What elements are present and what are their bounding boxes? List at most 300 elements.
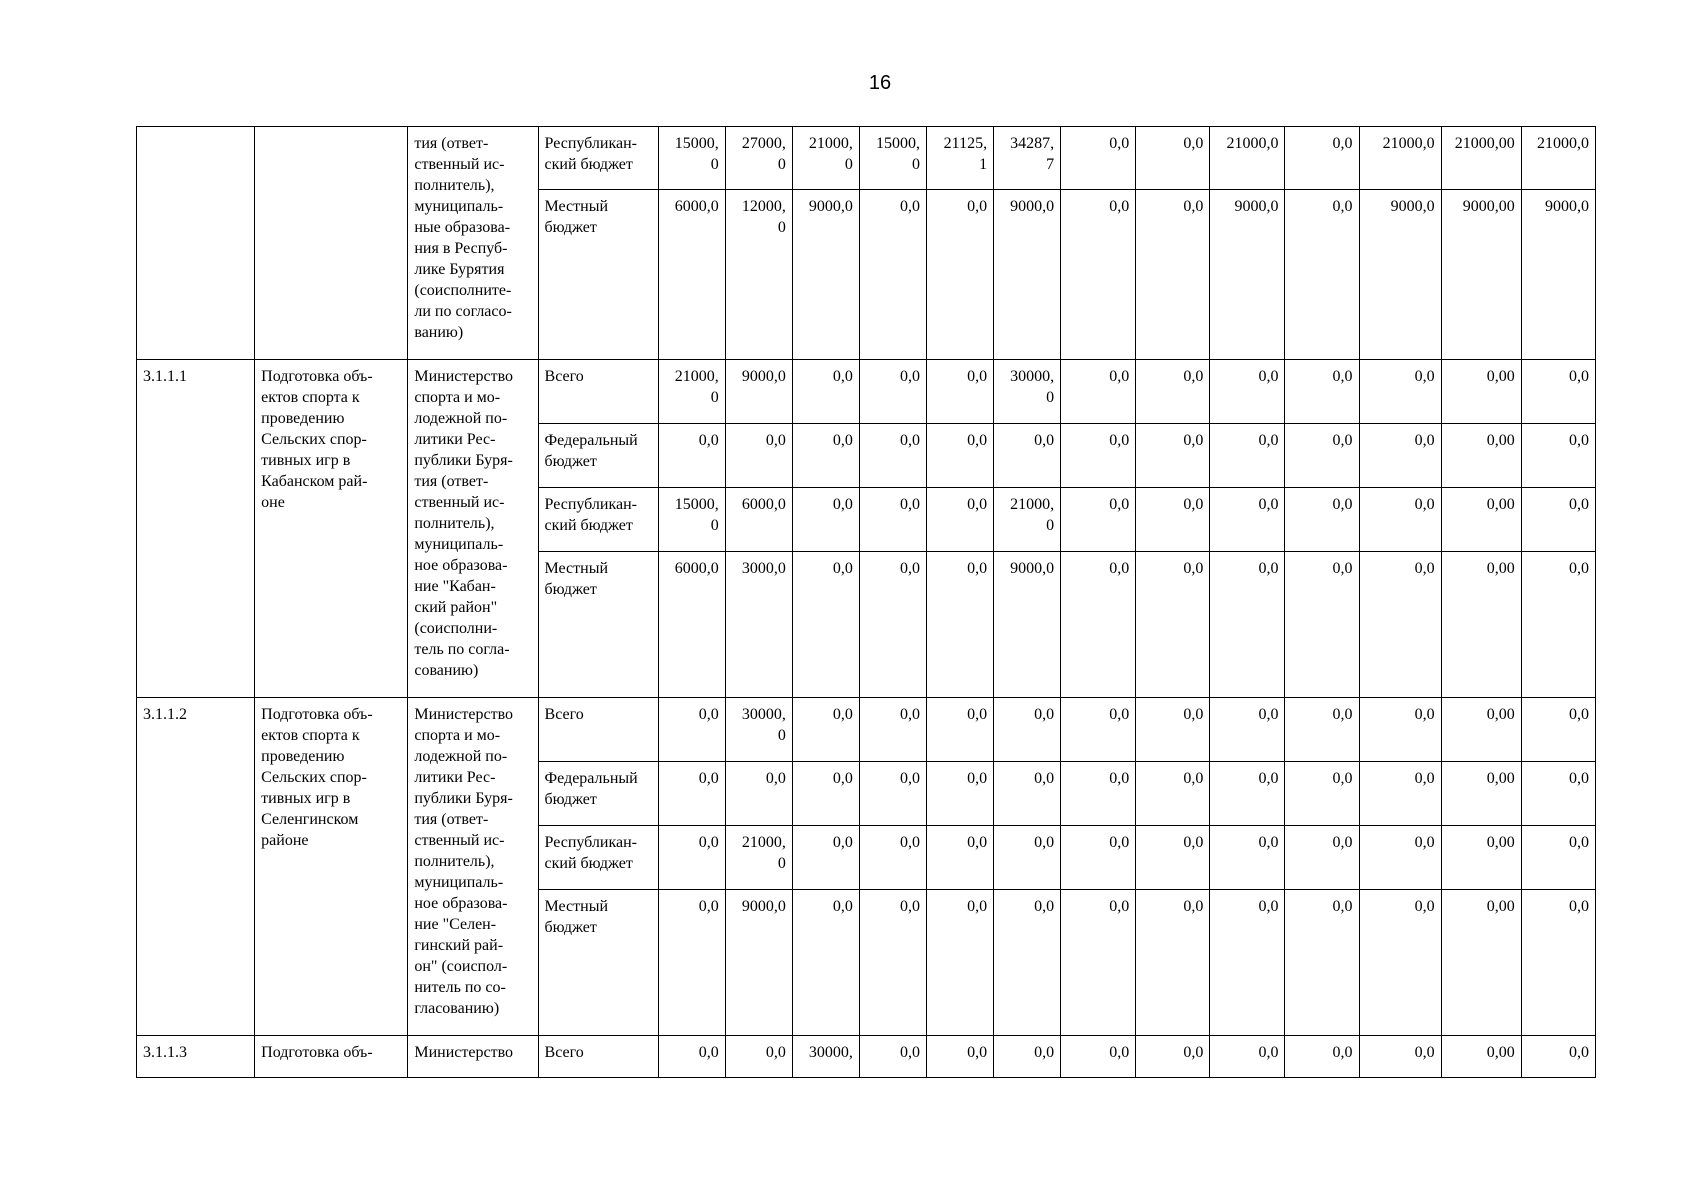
amount-cell [792,360,859,424]
amount-cell [1359,890,1441,1036]
amount-cell-line: 0,0 [1569,368,1589,385]
amount-cell-line: 0,0 [967,706,988,723]
amount-cell-line: 0,0 [1109,368,1130,385]
amount-cell-line: 0,0 [1183,135,1204,152]
amount-cell [725,890,792,1036]
amount-cell-line: 1 [979,156,988,173]
amount-cell [1061,488,1136,552]
amount-cell-line: 9000,0 [1545,198,1589,215]
amount-cell [725,190,792,360]
executor-cell-line: тия (ответ- [414,811,489,828]
amount-cell [792,698,859,762]
amount-cell-line: 0,0 [1414,834,1435,851]
page-number: 16 [868,72,892,94]
amount-cell [1210,552,1285,698]
amount-cell-line: 0,0 [1414,770,1435,787]
funding-source-line: ский бюджет [544,517,633,534]
amount-cell-line: 0,0 [900,706,920,723]
executor-cell-line: ственный ис- [414,494,505,511]
executor-cell-line: литики Рес- [414,769,496,786]
amount-cell [1359,424,1441,488]
amount-cell-line: 0,0 [1414,560,1435,577]
amount-cell-line: 0,0 [1258,560,1279,577]
amount-cell [1136,360,1210,424]
funding-source [538,890,658,1036]
amount-cell [725,360,792,424]
amount-cell-line: 0,0 [1569,834,1589,851]
amount-cell [725,698,792,762]
executor-cell-line: Министерство [414,1044,514,1061]
funding-source [538,488,658,552]
funding-source-line: ский бюджет [544,855,633,872]
amount-cell [927,360,994,424]
amount-cell [927,890,994,1036]
amount-cell-line: 9000,0 [1234,198,1279,215]
amount-cell [859,762,926,826]
amount-cell-line: 0,0 [1332,496,1353,513]
amount-cell-line: 0,0 [1109,898,1130,915]
amount-cell [792,826,859,890]
amount-cell-line: 0,0 [698,898,719,915]
amount-cell-line: 0,0 [967,834,988,851]
amount-cell-line: 0 [777,727,786,744]
amount-cell [1359,190,1441,360]
amount-cell-line: 0,0 [900,432,920,449]
amount-cell [792,890,859,1036]
funding-source-line: бюджет [544,453,597,470]
item-title-line: тивных игр в [261,452,351,469]
amount-cell-line: 0,0 [1332,1044,1353,1061]
amount-cell-line: 0,0 [1183,560,1204,577]
amount-cell-line: 0,0 [1183,770,1204,787]
executor-cell [408,1036,538,1078]
amount-cell-line: 0,00 [1486,834,1515,851]
amount-cell [1061,826,1136,890]
amount-cell [927,762,994,826]
executor-cell-line: полнитель), [414,177,495,194]
amount-cell-line: 0,0 [832,496,853,513]
amount-cell [1285,424,1359,488]
amount-cell [994,424,1061,488]
amount-cell-line: 0,0 [1414,432,1435,449]
amount-cell [859,826,926,890]
amount-cell-line: 0,00 [1486,770,1515,787]
amount-cell [1441,826,1521,890]
amount-cell-line: 0,0 [967,560,988,577]
amount-cell [1210,488,1285,552]
amount-cell [1359,698,1441,762]
item-title-line: ектов спорта к [261,389,360,406]
amount-cell [792,762,859,826]
amount-cell-line: 0,0 [1414,1044,1435,1061]
amount-cell [1210,190,1285,360]
amount-cell-line: 0,0 [1569,706,1589,723]
item-code: 3.1.1.3 [137,1036,255,1078]
item-title-line: Сельских спор- [261,769,367,786]
executor-cell-line: ственный ис- [414,832,505,849]
amount-cell-line: 0,0 [1332,198,1353,215]
amount-cell [1136,190,1210,360]
amount-cell [1441,890,1521,1036]
amount-cell-line: 0,00 [1486,496,1515,513]
executor-cell-line: ния в Респуб- [414,240,508,257]
amount-cell-line: 15000, [876,135,920,152]
amount-cell [1521,762,1595,826]
executor-cell-line: лике Бурятия [414,261,505,278]
amount-cell [1441,762,1521,826]
funding-source-line: ский бюджет [544,156,633,173]
amount-cell [859,1036,926,1078]
amount-cell [994,360,1061,424]
amount-cell-line: 21000,0 [1537,135,1589,152]
amount-cell-line: 0,0 [698,706,719,723]
executor-cell-line: ные образова- [414,219,511,236]
amount-cell-line: 15000, [674,135,719,152]
amount-cell-line: 0,00 [1486,1044,1515,1061]
executor-cell-line: полнитель), [414,515,495,532]
item-title-line: Подготовка объ- [261,706,373,723]
executor-cell-line: гинский рай- [414,937,504,954]
executor-cell-line: спорта и мо- [414,389,501,406]
executor-cell-line: сованию) [414,662,479,679]
executor-cell-line: муниципаль- [414,536,504,553]
amount-cell-line: 0,0 [1332,834,1353,851]
amount-cell [1285,552,1359,698]
amount-cell-line: 0,0 [1414,496,1435,513]
amount-cell [1210,826,1285,890]
amount-cell-line: 0,0 [1332,706,1353,723]
amount-cell-line: 0 [710,517,719,534]
amount-cell-line: 34287, [1010,135,1055,152]
amount-cell-line: 9000,0 [741,898,786,915]
table-row [137,360,1596,424]
amount-cell-line: 0,0 [1258,834,1279,851]
amount-cell-line: 0,0 [1109,834,1130,851]
funding-source [538,552,658,698]
amount-cell-line: 0 [777,855,786,872]
amount-cell-line: 30000, [808,1044,853,1061]
amount-cell [927,190,994,360]
amount-cell-line: 21000, [808,135,853,152]
amount-cell [658,698,725,762]
executor-cell-line: публики Буря- [414,790,513,807]
amount-cell [1136,127,1210,190]
amount-cell-line: 0,0 [1414,368,1435,385]
amount-cell [927,424,994,488]
item-title-line: Кабанском рай- [261,473,368,490]
amount-cell-line: 0,0 [1183,834,1204,851]
amount-cell-line: 0,0 [1258,898,1279,915]
amount-cell-line: 0,0 [900,560,920,577]
amount-cell-line: 0,0 [967,1044,988,1061]
amount-cell-line: 0,0 [1034,1044,1055,1061]
amount-cell [859,552,926,698]
amount-cell-line: 6000,0 [741,496,786,513]
amount-cell [1441,488,1521,552]
amount-cell [1061,698,1136,762]
funding-source-line: бюджет [544,791,597,808]
amount-cell-line: 0 [710,156,719,173]
amount-cell [792,190,859,360]
amount-cell [1136,488,1210,552]
amount-cell [1061,762,1136,826]
amount-cell-line: 0,0 [1258,496,1279,513]
amount-cell [658,826,725,890]
amount-cell-line: 0,0 [1109,770,1130,787]
funding-source-line: Всего [544,368,584,385]
executor-cell-line: тия (ответ- [414,135,489,152]
executor-cell-line: тия (ответ- [414,473,489,490]
executor-cell-line: Министерство [414,706,514,723]
amount-cell-line: 21000, [741,834,786,851]
amount-cell-line: 21000, [1010,496,1055,513]
amount-cell-line: 0,0 [1414,898,1435,915]
amount-cell [1359,127,1441,190]
executor-cell-line: нитель по со- [414,979,506,996]
executor-cell-line: ственный ис- [414,156,505,173]
executor-cell-line: муниципаль- [414,874,504,891]
amount-cell [1136,890,1210,1036]
amount-cell-line: 0,0 [1332,898,1353,915]
table-row [137,698,1596,762]
amount-cell-line: 0,0 [832,432,853,449]
funding-source-line: Республикан- [544,135,637,152]
amount-cell-line: 0,0 [900,496,920,513]
amount-cell-line: 0,0 [1109,432,1130,449]
amount-cell [927,488,994,552]
amount-cell-line: 21000, [674,368,719,385]
item-title-line: Селенгинском [261,811,359,828]
amount-cell [859,360,926,424]
funding-source [538,360,658,424]
amount-cell-line: 0,0 [1183,706,1204,723]
amount-cell-line: 0,0 [698,834,719,851]
amount-cell [1441,698,1521,762]
amount-cell [1136,1036,1210,1078]
amount-cell-line: 0,00 [1486,432,1515,449]
funding-source [538,698,658,762]
amount-cell [725,127,792,190]
executor-cell [408,698,538,1036]
table-row [137,1036,1596,1078]
amount-cell [927,826,994,890]
amount-cell-line: 0,0 [900,1044,920,1061]
amount-cell [859,424,926,488]
amount-cell-line: 6000,0 [674,560,719,577]
amount-cell [1136,826,1210,890]
amount-cell-line: 6000,0 [674,198,719,215]
amount-cell [1521,552,1595,698]
amount-cell [1359,826,1441,890]
amount-cell [792,1036,859,1078]
funding-source-line: Федеральный [544,770,638,787]
amount-cell [1441,424,1521,488]
amount-cell-line: 0,0 [1183,432,1204,449]
item-title-line: ектов спорта к [261,727,360,744]
amount-cell [1136,552,1210,698]
executor-cell-line: тель по согла- [414,641,510,658]
amount-cell [994,826,1061,890]
amount-cell [994,488,1061,552]
amount-cell-line: 0 [912,156,920,173]
amount-cell [725,488,792,552]
amount-cell-line: 0,0 [1109,496,1130,513]
amount-cell-line: 9000,0 [1010,198,1055,215]
amount-cell-line: 0,0 [1109,1044,1130,1061]
amount-cell [1136,762,1210,826]
amount-cell-line: 0,0 [1569,560,1589,577]
amount-cell-line: 0,00 [1486,898,1515,915]
amount-cell-line: 0,0 [1109,706,1130,723]
amount-cell [792,127,859,190]
amount-cell-line: 0,0 [900,770,920,787]
amount-cell [1285,698,1359,762]
amount-cell [1521,424,1595,488]
amount-cell-line: 0,0 [765,432,786,449]
amount-cell-line: 3000,0 [741,560,786,577]
amount-cell-line: 0,0 [1332,368,1353,385]
amount-cell-line: 21000,0 [1382,135,1435,152]
amount-cell-line: 0,0 [967,432,988,449]
amount-cell-line: 9000,0 [1010,560,1055,577]
amount-cell-line: 0,0 [1034,898,1055,915]
amount-cell [927,127,994,190]
item-title-line: проведению [261,748,345,765]
amount-cell-line: 0,0 [967,770,988,787]
amount-cell-line: 0,0 [1258,770,1279,787]
executor-cell-line: Министерство [414,368,514,385]
item-title [255,1036,408,1078]
amount-cell [1359,1036,1441,1078]
amount-cell-line: 0,0 [765,770,786,787]
amount-cell-line: 0,0 [900,834,920,851]
table-row [137,127,1596,190]
amount-cell-line: 0,0 [832,706,853,723]
amount-cell [792,424,859,488]
executor-cell [408,360,538,698]
amount-cell [859,698,926,762]
funding-source-line: бюджет [544,919,597,936]
executor-cell-line: (соисполните- [414,282,512,299]
amount-cell-line: 0,0 [1183,1044,1204,1061]
amount-cell-line: 0,0 [832,560,853,577]
amount-cell [994,1036,1061,1078]
amount-cell-line: 27000, [741,135,786,152]
amount-cell-line: 0,0 [967,198,988,215]
amount-cell-line: 0,0 [1332,432,1353,449]
funding-source [538,424,658,488]
amount-cell-line: 12000, [741,198,786,215]
amount-cell-line: 0,0 [1258,706,1279,723]
amount-cell-line: 0 [1046,389,1055,406]
amount-cell [1285,488,1359,552]
amount-cell [1061,190,1136,360]
amount-cell [1285,127,1359,190]
amount-cell-line: 0,0 [1569,1044,1589,1061]
amount-cell [658,552,725,698]
amount-cell-line: 0,0 [1258,1044,1279,1061]
amount-cell [1521,698,1595,762]
amount-cell [1210,1036,1285,1078]
executor-cell-line: полнитель), [414,853,495,870]
funding-source-line: Местный [544,198,609,215]
amount-cell [1285,762,1359,826]
executor-cell-line: ние "Кабан- [414,578,496,595]
amount-cell [1136,698,1210,762]
item-title-line: тивных игр в [261,790,351,807]
amount-cell [725,552,792,698]
amount-cell-line: 0,00 [1486,560,1515,577]
amount-cell [792,488,859,552]
amount-cell [1441,127,1521,190]
funding-source-line: Местный [544,560,609,577]
amount-cell-line: 0,0 [832,898,853,915]
item-title-line: Подготовка объ- [261,1044,373,1061]
funding-source [538,190,658,360]
amount-cell-line: 0,0 [832,834,853,851]
amount-cell-line: 0,0 [900,368,920,385]
amount-cell [994,190,1061,360]
amount-cell-line: 9000,0 [741,368,786,385]
amount-cell-line: 21000,00 [1454,135,1515,152]
amount-cell-line: 0,0 [1109,135,1130,152]
executor-cell-line: лодежной по- [414,410,508,427]
amount-cell [1285,360,1359,424]
amount-cell [1441,1036,1521,1078]
amount-cell [1061,1036,1136,1078]
amount-cell-line: 0,0 [1332,135,1353,152]
amount-cell [1359,552,1441,698]
amount-cell-line: 0,0 [698,432,719,449]
funding-source [538,127,658,190]
amount-cell [1210,698,1285,762]
amount-cell [927,698,994,762]
executor-cell-line: он" (соиспол- [414,958,508,975]
amount-cell [859,488,926,552]
amount-cell-line: 0,0 [900,898,920,915]
amount-cell-line: 30000, [741,706,786,723]
amount-cell [658,1036,725,1078]
funding-source-line: бюджет [544,219,597,236]
funding-source [538,762,658,826]
amount-cell-line: 0,0 [1034,834,1055,851]
item-title [255,698,408,1036]
amount-cell-line: 0,0 [1183,496,1204,513]
amount-cell-line: 0,0 [1183,898,1204,915]
item-code: 3.1.1.1 [137,360,255,698]
executor-cell-line: публики Буря- [414,452,513,469]
amount-cell [859,190,926,360]
amount-cell [1521,826,1595,890]
amount-cell-line: 21000,0 [1226,135,1279,152]
amount-cell-line: 0,0 [1109,198,1130,215]
amount-cell [994,890,1061,1036]
item-code: 3.1.1.2 [137,698,255,1036]
executor-cell-line: ли по согласо- [414,303,512,320]
amount-cell-line: 0,0 [698,1044,719,1061]
amount-cell [725,826,792,890]
amount-cell [1285,890,1359,1036]
amount-cell-line: 9000,0 [808,198,853,215]
item-title-line: Подготовка объ- [261,368,373,385]
amount-cell-line: 0,0 [832,770,853,787]
amount-cell-line: 0,0 [1569,432,1589,449]
amount-cell [859,127,926,190]
amount-cell [725,1036,792,1078]
executor-cell-line: муниципаль- [414,198,504,215]
funding-source-line: Всего [544,1044,584,1061]
amount-cell [1061,890,1136,1036]
